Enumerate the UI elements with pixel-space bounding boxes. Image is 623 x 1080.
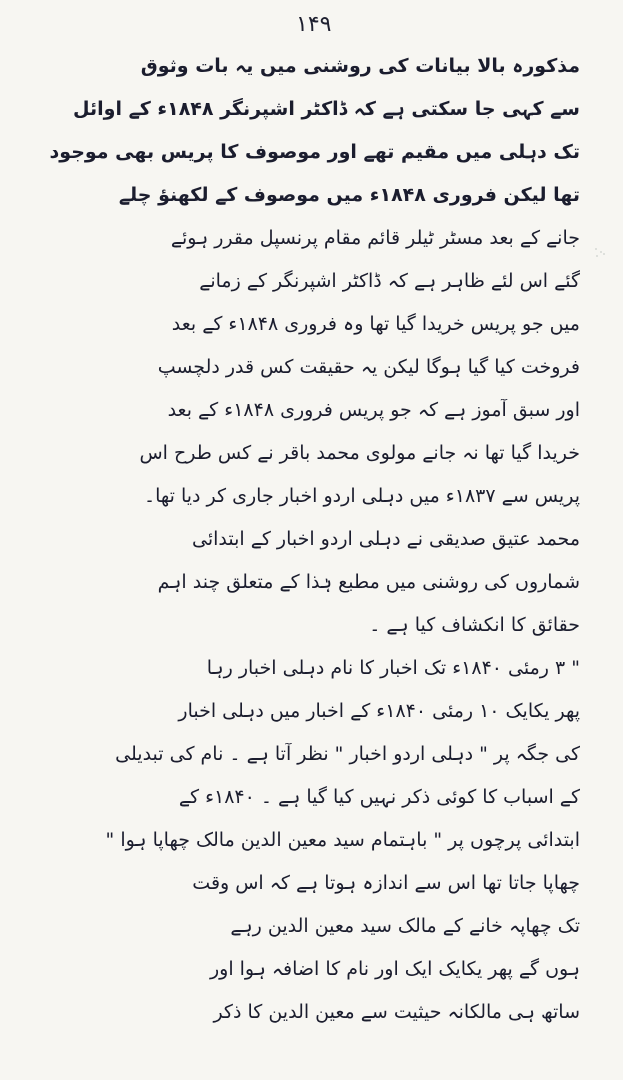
text-line: جانے کے بعد مسٹر ٹیلر قائم مقام پرنسپل مقرر ہوئے bbox=[170, 227, 580, 249]
page-number: ۱۴۹ bbox=[296, 12, 332, 37]
margin-speck bbox=[592, 246, 606, 260]
text-line: پھر یکایک ۱۰ رمئی ۱۸۴۰ء کے اخبار میں دہلی اخبار bbox=[178, 700, 580, 722]
text-line: محمد عتیق صدیقی نے دہلی اردو اخبار کے ابتدائی bbox=[191, 528, 580, 550]
urdu-text-body bbox=[40, 55, 580, 1044]
text-line: ہوں گے پھر یکایک ایک اور نام کا اضافہ ہوا اور bbox=[209, 958, 580, 980]
text-line: پریس سے ۱۸۳۷ء میں دہلی اردو اخبار جاری کر دیا تھا۔ bbox=[143, 485, 580, 507]
text-line: چھاپا جاتا تھا اس سے اندازہ ہوتا ہے کہ اس وقت bbox=[192, 872, 580, 894]
text-line: تھا لیکن فروری ۱۸۴۸ء میں موصوف کے لکھنؤ چلے bbox=[118, 184, 580, 206]
text-line: حقائق کا انکشاف کیا ہے ۔ bbox=[369, 614, 580, 636]
text-line: اور سبق آموز ہے کہ جو پریس فروری ۱۸۴۸ء کے بعد bbox=[167, 399, 580, 421]
text-line: مذکورہ بالا بیانات کی روشنی میں یہ بات وثوق bbox=[140, 55, 580, 77]
text-line: ساتھ ہی مالکانہ حیثیت سے معین الدین کا ذکر bbox=[213, 1001, 580, 1023]
text-line: " ۳ رمئی ۱۸۴۰ء تک اخبار کا نام دہلی اخبار رہا bbox=[206, 657, 580, 679]
text-line: شماروں کی روشنی میں مطبع ہٰذا کے متعلق چند اہم bbox=[157, 571, 580, 593]
text-line: فروخت کیا گیا ہوگا لیکن یہ حقیقت کس قدر دلچسپ bbox=[157, 356, 580, 378]
text-line: گئے اس لئے ظاہر ہے کہ ڈاکٹر اشپرنگر کے زمانے bbox=[199, 270, 580, 292]
text-line: تک دہلی میں مقیم تھے اور موصوف کا پریس بھی موجود bbox=[49, 141, 580, 163]
text-line: خریدا گیا تھا نہ جانے مولوی محمد باقر نے کس طرح اس bbox=[139, 442, 580, 464]
text-line: کی جگہ پر " دہلی اردو اخبار " نظر آتا ہے ۔ نام کی تبدیلی bbox=[115, 743, 580, 765]
text-line: میں جو پریس خریدا گیا تھا وہ فروری ۱۸۴۸ء کے بعد bbox=[171, 313, 580, 335]
text-line: ابتدائی پرچوں پر " باہتمام سید معین الدین مالک چھاپا ہوا " bbox=[105, 829, 580, 851]
text-line: کے اسباب کا کوئی ذکر نہیں کیا گیا ہے ۔ ۱۸۴۰ء کے bbox=[178, 786, 580, 808]
text-line: سے کہی جا سکتی ہے کہ ڈاکٹر اشپرنگر ۱۸۴۸ء کے اوائل bbox=[73, 98, 580, 120]
text-line: تک چھاپہ خانے کے مالک سید معین الدین رہے bbox=[230, 915, 580, 937]
